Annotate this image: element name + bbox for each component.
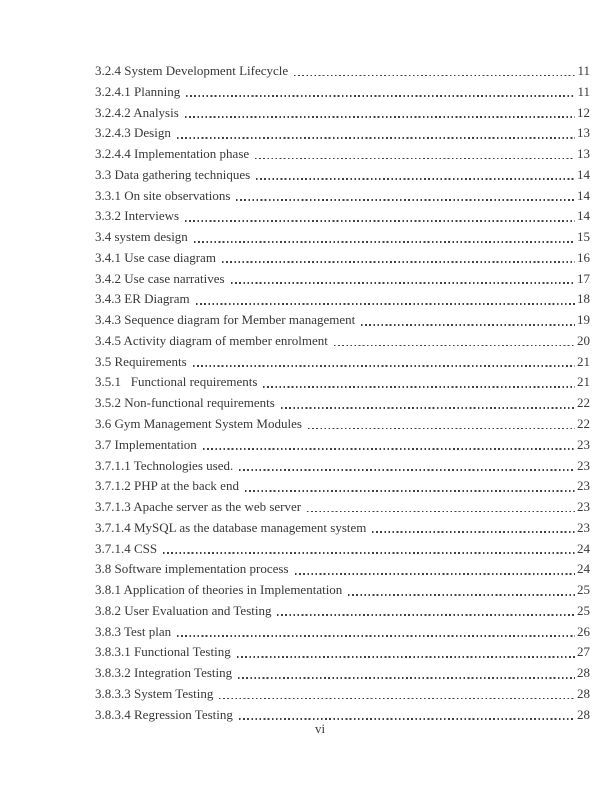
- toc-entry-page: 23: [577, 457, 590, 473]
- toc-entry[interactable]: [95, 123, 590, 144]
- dot-leader: [334, 345, 575, 347]
- toc-entry-title: 3.3 Data gathering techniques: [95, 166, 251, 182]
- toc-entry-title: 3.8.3.1 Functional Testing: [95, 644, 231, 660]
- toc-entry-page: 14: [577, 208, 590, 224]
- page-footer: [95, 721, 545, 736]
- toc-entry[interactable]: [95, 82, 590, 103]
- toc-entry-page: 24: [577, 561, 590, 577]
- dot-leader: [185, 116, 575, 118]
- toc-entry[interactable]: [95, 622, 590, 643]
- toc-entry-page: 21: [577, 353, 590, 369]
- dot-leader: [194, 241, 575, 243]
- toc-entry[interactable]: [95, 269, 590, 290]
- toc-entry-page: 24: [577, 540, 590, 556]
- toc-entry-title: 3.8 Software implementation process: [95, 561, 289, 577]
- toc-entry-page: 14: [577, 187, 590, 203]
- toc-entry-page: 23: [577, 499, 590, 515]
- toc-entry[interactable]: [95, 61, 590, 82]
- toc-entry-title: 3.4.3 ER Diagram: [95, 291, 190, 307]
- toc-entry[interactable]: [95, 435, 590, 456]
- toc-entry[interactable]: [95, 372, 590, 393]
- toc-entry-page: 17: [577, 270, 590, 286]
- toc-entry-title: 3.6 Gym Management System Modules: [95, 416, 302, 432]
- toc-entry[interactable]: [95, 310, 590, 331]
- toc-entry[interactable]: [95, 456, 590, 477]
- dot-leader: [237, 656, 575, 658]
- toc-entry-title: 3.2.4.1 Planning: [95, 83, 181, 99]
- toc-entry[interactable]: [95, 352, 590, 373]
- toc-entry[interactable]: [95, 186, 590, 207]
- toc-entry-title: 3.4 system design: [95, 229, 188, 245]
- toc-entry-page: 25: [577, 602, 590, 618]
- dot-leader: [177, 635, 575, 637]
- toc-entry-page: 23: [577, 519, 590, 535]
- toc-entry[interactable]: [95, 248, 590, 269]
- dot-leader: [193, 365, 575, 367]
- toc-entry-page: 20: [577, 332, 590, 348]
- toc-entry-page: 18: [577, 291, 590, 307]
- dot-leader: [281, 407, 575, 409]
- toc-entry-page: 26: [577, 623, 590, 639]
- dot-leader: [294, 75, 575, 77]
- dot-leader: [245, 490, 575, 492]
- toc-entry-title: 3.8.3.2 Integration Testing: [95, 665, 233, 681]
- dot-leader: [236, 199, 575, 201]
- toc-entry[interactable]: [95, 331, 590, 352]
- toc-entry-title: 3.7.1.4 CSS: [95, 540, 158, 556]
- toc-entry[interactable]: [95, 663, 590, 684]
- dot-leader: [307, 511, 575, 513]
- toc-entry-title: 3.4.1 Use case diagram: [95, 249, 216, 265]
- toc-entry[interactable]: [95, 144, 590, 165]
- toc-list: [95, 61, 590, 726]
- toc-entry-page: 13: [577, 146, 590, 162]
- dot-leader: [231, 282, 575, 284]
- page-number-label: vi: [314, 721, 326, 736]
- toc-entry-page: 11: [577, 63, 590, 78]
- toc-entry-page: 19: [577, 312, 590, 328]
- toc-entry-title: 3.5.2 Non-functional requirements: [95, 395, 275, 411]
- toc-entry[interactable]: [95, 227, 590, 248]
- toc-entry-title: 3.7 Implementation: [95, 436, 197, 452]
- toc-entry-title: 3.8.2 User Evaluation and Testing: [95, 602, 272, 618]
- toc-entry-title: 3.2.4.2 Analysis: [95, 104, 179, 120]
- dot-leader: [177, 137, 575, 139]
- toc-entry-page: 28: [577, 706, 590, 722]
- dot-leader: [263, 386, 575, 388]
- toc-entry-page: 27: [577, 644, 590, 660]
- toc-entry[interactable]: [95, 414, 590, 435]
- toc-entry-title: 3.2.4.3 Design: [95, 125, 171, 141]
- toc-entry[interactable]: [95, 393, 590, 414]
- dot-leader: [348, 594, 575, 596]
- toc-entry-title: 3.4.2 Use case narratives: [95, 270, 225, 286]
- dot-leader: [256, 178, 575, 180]
- toc-entry-title: 3.4.5 Activity diagram of member enrolment: [95, 332, 328, 348]
- toc-entry-page: 12: [577, 104, 590, 120]
- toc-entry-title: 3.7.1.4 MySQL as the database management system: [95, 519, 367, 535]
- toc-entry-page: 14: [577, 166, 590, 182]
- dot-leader: [186, 95, 575, 97]
- toc-entry-page: 28: [577, 685, 590, 701]
- toc-entry[interactable]: [95, 684, 590, 705]
- toc-entry-title: 3.8.3 Test plan: [95, 623, 172, 639]
- toc-entry[interactable]: [95, 206, 590, 227]
- dot-leader: [196, 303, 575, 305]
- dot-leader: [222, 261, 575, 263]
- toc-entry-page: 23: [577, 478, 590, 494]
- toc-entry-page: 23: [577, 436, 590, 452]
- toc-entry[interactable]: [95, 289, 590, 310]
- dot-leader: [163, 552, 575, 554]
- toc-entry[interactable]: [95, 580, 590, 601]
- toc-entry-page: 28: [577, 665, 590, 681]
- dot-leader: [277, 614, 575, 616]
- toc-entry-title: 3.5.1 Functional requirements: [95, 374, 258, 390]
- dot-leader: [219, 698, 575, 700]
- toc-entry-page: 25: [577, 582, 590, 598]
- toc-entry-title: 3.3.2 Interviews: [95, 208, 180, 224]
- toc-entry-title: 3.8.1 Application of theories in Implementation: [95, 582, 343, 598]
- toc-entry-title: 3.5 Requirements: [95, 353, 187, 369]
- toc-entry-page: 21: [577, 374, 590, 390]
- dot-leader: [255, 158, 575, 160]
- dot-leader: [239, 469, 575, 471]
- toc-entry-title: 3.7.1.1 Technologies used.: [95, 457, 234, 473]
- dot-leader: [308, 428, 575, 430]
- toc-entry-page: 22: [577, 395, 590, 411]
- toc-entry[interactable]: [95, 103, 590, 124]
- dot-leader: [238, 677, 575, 679]
- toc-entry-page: 13: [577, 125, 590, 141]
- toc-entry-title: 3.8.3.3 System Testing: [95, 685, 214, 701]
- dot-leader: [239, 718, 575, 720]
- dot-leader: [185, 220, 575, 222]
- toc-entry[interactable]: [95, 601, 590, 622]
- toc-entry-page: 22: [577, 416, 590, 432]
- toc-entry-page: 15: [577, 229, 590, 245]
- toc-entry[interactable]: [95, 165, 590, 186]
- dot-leader: [361, 324, 575, 326]
- toc-entry-page: 11: [577, 83, 590, 99]
- toc-entry[interactable]: [95, 559, 590, 580]
- dot-leader: [372, 531, 575, 533]
- dot-leader: [295, 573, 575, 575]
- toc-entry[interactable]: [95, 642, 590, 663]
- toc-entry-page: 16: [577, 249, 590, 265]
- toc-entry-title: 3.3.1 On site observations: [95, 187, 231, 203]
- toc-entry[interactable]: [95, 497, 590, 518]
- toc-entry-title: 3.7.1.2 PHP at the back end: [95, 478, 239, 494]
- toc-entry-title: 3.7.1.3 Apache server as the web server: [95, 499, 302, 515]
- toc-entry-title: 3.8.3.4 Regression Testing: [95, 706, 233, 722]
- toc-entry[interactable]: [95, 518, 590, 539]
- toc-entry-title: 3.4.3 Sequence diagram for Member management: [95, 312, 356, 328]
- toc-entry-title: 3.2.4 System Development Lifecycle: [95, 63, 289, 78]
- toc-entry[interactable]: [95, 476, 590, 497]
- dot-leader: [203, 448, 575, 450]
- toc-entry[interactable]: [95, 539, 590, 560]
- toc-entry-title: 3.2.4.4 Implementation phase: [95, 146, 250, 162]
